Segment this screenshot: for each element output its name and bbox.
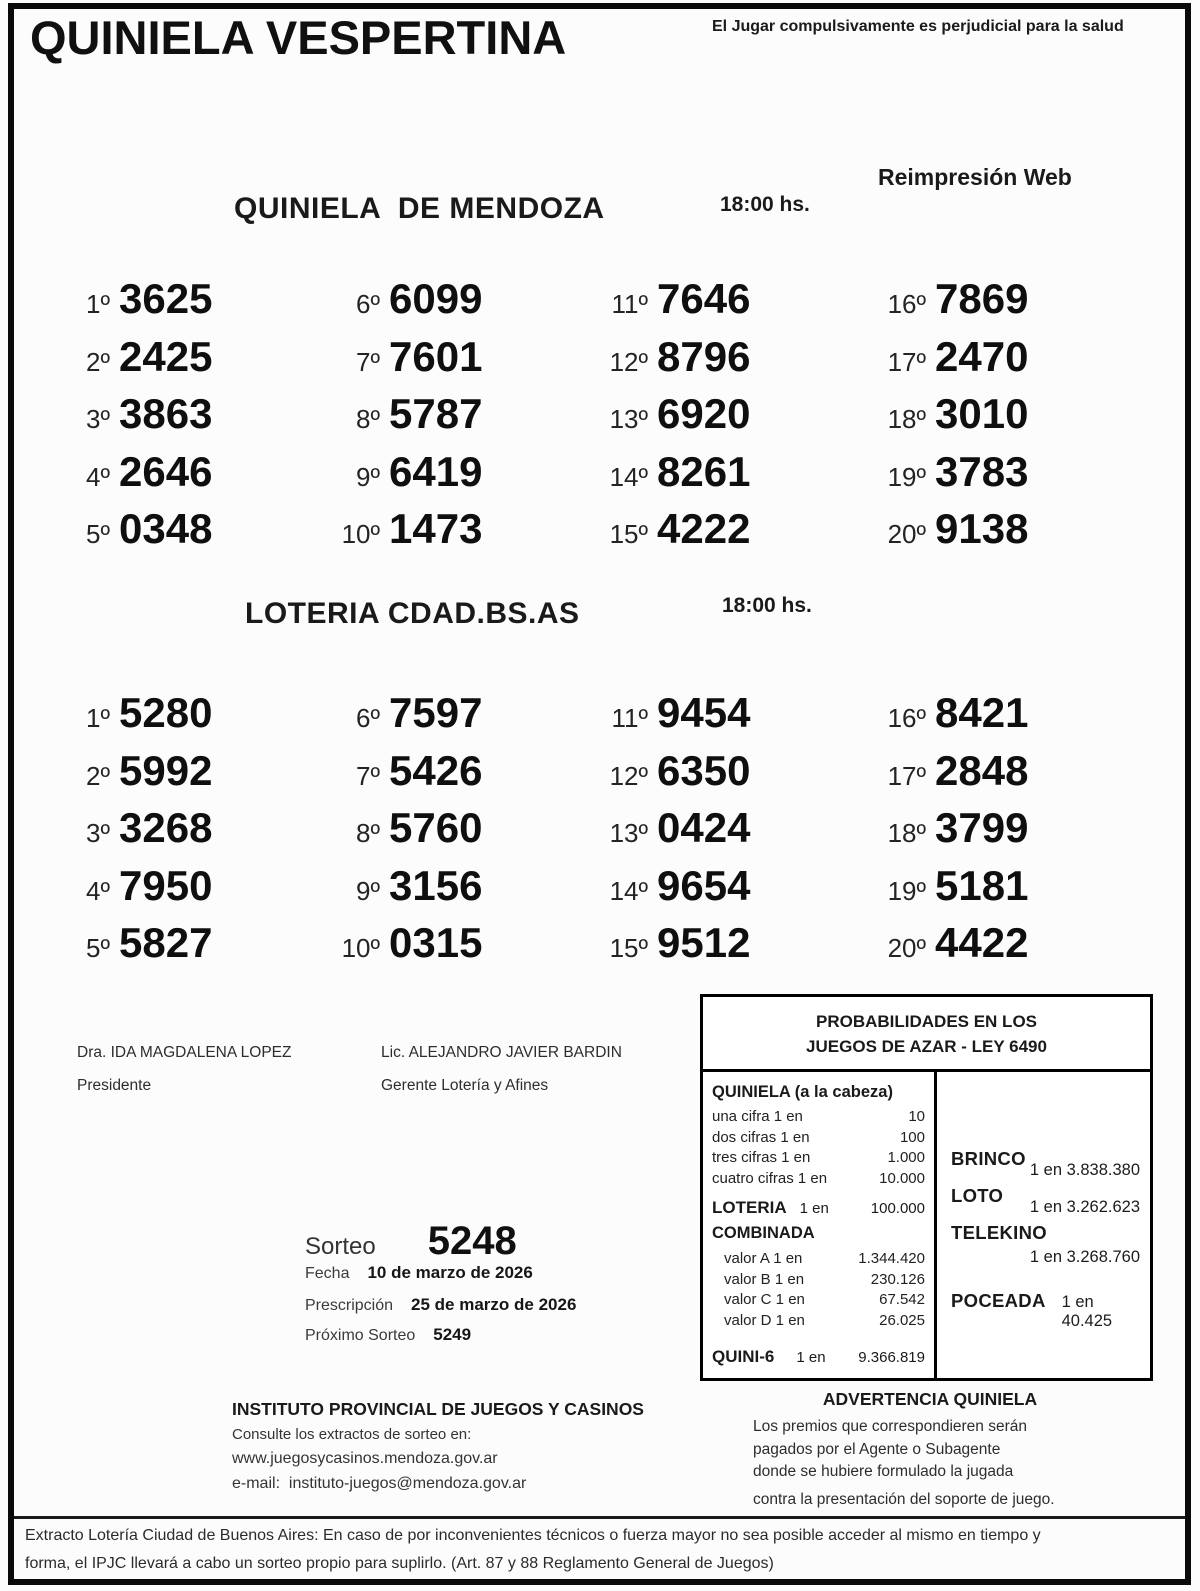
result-number: 3010 [935, 390, 1029, 437]
result-item [868, 505, 1158, 563]
quini6-odds-label: QUINI-6 [712, 1347, 775, 1366]
result-number: 7646 [657, 275, 751, 322]
next-draw-row [305, 1325, 471, 1345]
result-item [55, 747, 345, 805]
result-number: 3783 [935, 447, 1029, 495]
odds-row [712, 1311, 925, 1332]
result-position: 1º [86, 289, 110, 319]
quiniela-warning-title: ADVERTENCIA QUINIELA [822, 1389, 1038, 1409]
quiniela-warning-text [753, 1416, 1133, 1511]
page-title: QUINIELA VESPERTINA [30, 11, 567, 64]
result-number: 6419 [389, 447, 483, 495]
result-item [55, 448, 345, 506]
quini6-odds-row [712, 1347, 925, 1367]
result-item [55, 862, 345, 920]
result-position: 16º [887, 289, 926, 319]
result-position: 20º [887, 519, 926, 549]
odds-value: 26.025 [879, 1311, 925, 1329]
warning-line: Los premios que correspondieren serán [753, 1418, 1027, 1435]
reprint-web-label: Reimpresión Web [878, 164, 1072, 190]
result-item [868, 333, 1158, 391]
result-item [868, 747, 1158, 805]
result-position: 1º [86, 703, 110, 733]
loteria-odds-value: 100.000 [870, 1200, 925, 1217]
section-title-bsas: LOTERIA CDAD.BS.AS [245, 597, 580, 630]
odds-value: 1.344.420 [858, 1250, 925, 1267]
warning-line: pagados por el Agente o Subagente [753, 1440, 1001, 1458]
result-item [868, 275, 1158, 333]
institute-name: INSTITUTO PROVINCIAL DE JUEGOS Y CASINOS [232, 1399, 644, 1419]
odds-value: 230.126 [870, 1270, 925, 1288]
result-position: 4º [86, 875, 110, 906]
result-number: 0348 [119, 505, 213, 552]
results-column [588, 689, 878, 977]
telekino-odds [951, 1222, 1140, 1267]
result-item [868, 390, 1158, 448]
combinada-odds-header: COMBINADA [712, 1224, 815, 1242]
telekino-value: 1 en 3.268.760 [1029, 1248, 1140, 1266]
result-item [55, 505, 345, 563]
result-item [588, 448, 878, 506]
probabilities-body [703, 1072, 1150, 1378]
loteria-odds-row [712, 1198, 925, 1218]
official-name: Dra. IDA MAGDALENA LOPEZ [77, 1044, 292, 1061]
result-number: 3268 [119, 804, 213, 851]
result-item [868, 862, 1158, 920]
prescription-label: Prescripción [305, 1297, 394, 1314]
result-number: 5280 [119, 689, 213, 736]
result-position: 2º [86, 760, 110, 791]
result-number: 5787 [389, 390, 483, 437]
result-number: 0315 [389, 919, 483, 966]
result-position: 12º [609, 760, 648, 791]
result-item [588, 689, 878, 747]
result-number: 9454 [657, 689, 751, 736]
result-item [332, 804, 622, 862]
result-position: 6º [356, 703, 380, 733]
results-column [332, 689, 622, 977]
institute-email: e-mail: instituto-juegos@mendoza.gov.ar [232, 1475, 527, 1492]
result-number: 8421 [935, 689, 1029, 736]
draw-date-label: Fecha [305, 1265, 350, 1282]
loto-label: LOTO [951, 1185, 1004, 1206]
loteria-odds-mid: 1 en [799, 1200, 829, 1217]
result-position: 12º [609, 346, 648, 377]
draw-number-row [305, 1219, 517, 1264]
result-position: 4º [86, 461, 110, 492]
result-number: 8261 [657, 447, 751, 495]
result-number: 2470 [935, 332, 1029, 380]
official-president [77, 1044, 291, 1095]
result-position: 5º [86, 933, 110, 963]
result-position: 11º [611, 703, 648, 733]
quini6-odds-value: 9.366.819 [858, 1349, 925, 1366]
result-position: 3º [86, 818, 110, 848]
result-item [588, 505, 878, 563]
brinco-odds [951, 1148, 1140, 1180]
result-item [868, 919, 1158, 977]
institute-block [232, 1399, 644, 1493]
results-column [868, 689, 1158, 977]
result-number: 9138 [935, 505, 1029, 552]
result-number: 0424 [657, 804, 751, 851]
results-column [332, 275, 622, 563]
result-position: 9º [356, 875, 380, 906]
result-number: 2646 [119, 447, 213, 495]
odds-label: valor D 1 en [724, 1311, 805, 1329]
result-item [588, 747, 878, 805]
result-position: 19º [887, 461, 926, 492]
odds-row [712, 1169, 925, 1190]
draw-date-row [305, 1263, 533, 1283]
result-position: 16º [887, 703, 926, 733]
result-position: 10º [341, 519, 380, 549]
result-position: 2º [86, 346, 110, 377]
result-number: 6920 [657, 390, 751, 437]
result-number: 6350 [657, 746, 751, 794]
result-position: 8º [356, 404, 380, 434]
poceada-value: 1 en 40.425 [1061, 1293, 1113, 1330]
draw-number-label: Sorteo [305, 1233, 376, 1260]
brinco-label: BRINCO [951, 1148, 1026, 1169]
odds-label: dos cifras 1 en [712, 1128, 810, 1146]
footer-divider [14, 1516, 1185, 1519]
odds-label: valor B 1 en [724, 1270, 805, 1288]
official-name: Lic. ALEJANDRO JAVIER BARDIN [381, 1044, 622, 1061]
result-number: 2425 [119, 332, 213, 380]
result-position: 18º [887, 404, 926, 434]
quiniela-odds-header: QUINIELA (a la cabeza) [712, 1083, 893, 1101]
result-position: 13º [609, 818, 648, 848]
result-item [55, 804, 345, 862]
probabilities-title [703, 997, 1150, 1072]
draw-date-value: 10 de marzo de 2026 [367, 1263, 533, 1282]
result-position: 15º [609, 519, 648, 549]
loteria-odds-label: LOTERIA [712, 1198, 787, 1217]
result-number: 8796 [657, 332, 751, 380]
result-position: 10º [341, 933, 380, 963]
warning-line: donde se hubiere formulado la jugada [753, 1463, 1014, 1480]
result-position: 14º [609, 875, 648, 906]
result-item [332, 448, 622, 506]
result-item [588, 333, 878, 391]
result-item [55, 390, 345, 448]
odds-row [712, 1107, 925, 1128]
result-number: 4222 [657, 505, 751, 552]
quini6-odds-mid: 1 en [796, 1349, 826, 1366]
result-position: 9º [356, 461, 380, 492]
result-item [588, 804, 878, 862]
result-position: 6º [356, 289, 380, 319]
result-number: 5760 [389, 804, 483, 851]
footer-note-line2: forma, el IPJC llevará a cabo un sorteo propio para suplirlo. (Art. 87 y 88 Reglamento General de Juegos) [25, 1555, 774, 1572]
odds-label: cuatro cifras 1 en [712, 1169, 828, 1187]
result-item [332, 333, 622, 391]
result-number: 4422 [935, 919, 1029, 966]
odds-value: 10 [908, 1108, 925, 1125]
result-item [55, 333, 345, 391]
loto-odds [951, 1185, 1140, 1217]
section-time-mendoza: 18:00 hs. [720, 193, 810, 216]
result-item [588, 390, 878, 448]
result-number: 1473 [389, 505, 483, 552]
results-column [588, 275, 878, 563]
result-number: 7950 [119, 861, 213, 909]
warning-line: contra la presentación del soporte de juego. [753, 1490, 1055, 1508]
probabilities-title-line2: JUEGOS DE AZAR - LEY 6490 [806, 1037, 1047, 1056]
result-item [55, 919, 345, 977]
official-manager [381, 1044, 622, 1095]
results-column [55, 275, 345, 563]
result-item [868, 689, 1158, 747]
result-number: 5992 [119, 746, 213, 794]
result-number: 7597 [389, 689, 483, 736]
result-number: 3625 [119, 275, 213, 322]
result-position: 17º [887, 760, 926, 791]
result-number: 2848 [935, 746, 1029, 794]
result-position: 7º [356, 346, 380, 377]
result-position: 3º [86, 404, 110, 434]
next-draw-label: Próximo Sorteo [305, 1327, 416, 1344]
result-number: 9654 [657, 861, 751, 909]
result-number: 7601 [389, 332, 483, 380]
result-number: 5426 [389, 746, 483, 794]
result-number: 3156 [389, 861, 483, 909]
result-item [332, 505, 622, 563]
result-number: 5827 [119, 919, 213, 966]
odds-label: valor C 1 en [724, 1291, 805, 1308]
odds-value: 10.000 [879, 1169, 925, 1187]
result-number: 6099 [389, 275, 483, 322]
result-number: 9512 [657, 919, 751, 966]
odds-value: 67.542 [879, 1291, 925, 1308]
result-item [588, 275, 878, 333]
result-item [588, 919, 878, 977]
odds-label: una cifra 1 en [712, 1108, 803, 1125]
section-title-mendoza: QUINIELA DE MENDOZA [234, 192, 605, 225]
official-role: Presidente [77, 1077, 152, 1094]
result-item [332, 390, 622, 448]
institute-consult-text: Consulte los extractos de sorteo en: [232, 1426, 472, 1443]
result-position: 5º [86, 519, 110, 549]
odds-value: 1.000 [887, 1149, 925, 1166]
result-position: 11º [611, 289, 648, 319]
result-item [868, 448, 1158, 506]
footer-note-line1: Extracto Lotería Ciudad de Buenos Aires: En caso de por inconvenientes técnicos o fuerza mayor no sea posible acceder al mismo en tiempo y [25, 1527, 1041, 1544]
probabilities-left-column [703, 1072, 937, 1378]
result-item [332, 747, 622, 805]
telekino-label: TELEKINO [951, 1222, 1047, 1243]
probabilities-right-column [937, 1072, 1150, 1378]
result-position: 19º [887, 875, 926, 906]
official-role: Gerente Lotería y Afines [381, 1077, 549, 1094]
result-item [588, 862, 878, 920]
odds-row [712, 1249, 925, 1270]
result-position: 17º [887, 346, 926, 377]
odds-label: valor A 1 en [724, 1250, 803, 1267]
poceada-odds [951, 1290, 1140, 1331]
result-position: 20º [887, 933, 926, 963]
result-item [55, 275, 345, 333]
next-draw-value: 5249 [433, 1325, 472, 1344]
results-column [868, 275, 1158, 563]
odds-value: 100 [899, 1128, 925, 1146]
result-position: 18º [887, 818, 926, 848]
odds-row [712, 1128, 925, 1149]
poceada-label: POCEADA [951, 1290, 1046, 1311]
odds-row [712, 1148, 925, 1169]
result-number: 3863 [119, 390, 213, 437]
result-number: 3799 [935, 804, 1029, 851]
odds-label: tres cifras 1 en [712, 1149, 811, 1166]
result-item [332, 862, 622, 920]
prescription-row [305, 1295, 576, 1315]
result-item [868, 804, 1158, 862]
results-column [55, 689, 345, 977]
result-number: 5181 [935, 861, 1029, 909]
prescription-value: 25 de marzo de 2026 [411, 1295, 577, 1314]
result-position: 7º [356, 760, 380, 791]
probabilities-title-line1: PROBABILIDADES EN LOS [815, 1012, 1038, 1031]
result-position: 8º [356, 818, 380, 848]
result-item [55, 689, 345, 747]
loto-value: 1 en 3.262.623 [1029, 1198, 1140, 1216]
odds-row [712, 1290, 925, 1311]
result-item [332, 275, 622, 333]
result-item [332, 919, 622, 977]
institute-website: www.juegosycasinos.mendoza.gov.ar [232, 1450, 498, 1467]
health-warning: El Jugar compulsivamente es perjudicial para la salud [712, 18, 1124, 35]
draw-number-value: 5248 [427, 1219, 517, 1263]
result-position: 14º [609, 461, 648, 492]
brinco-value: 1 en 3.838.380 [1029, 1161, 1140, 1179]
probabilities-box [700, 994, 1153, 1381]
result-position: 15º [609, 933, 648, 963]
result-number: 7869 [935, 275, 1029, 322]
odds-row [712, 1270, 925, 1291]
result-position: 13º [609, 404, 648, 434]
result-item [332, 689, 622, 747]
section-time-bsas: 18:00 hs. [722, 594, 812, 617]
